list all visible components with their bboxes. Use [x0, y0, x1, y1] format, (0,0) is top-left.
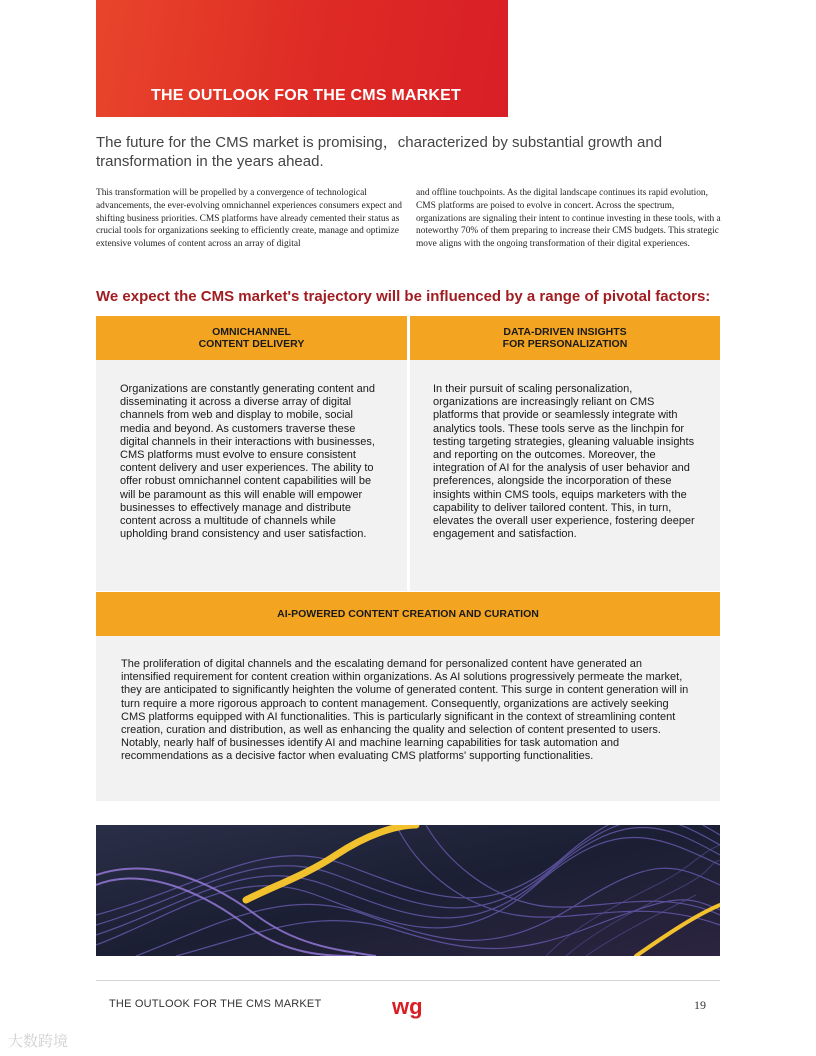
- intro-column-1: This transformation will be propelled by a convergence of technological advancements, the ever-evolving omnichannel experiences consumers expect and shifting business priorities. CMS platforms have already cemented their status as crucial tools for organizations seeking to efficiently create, manage and optimize extensive volumes of content across an array of digital: [96, 188, 402, 250]
- intro-column-2: and offline touchpoints. As the digital landscape continues its rapid evolution, CMS platforms are poised to evolve in concert. Across the spectrum, organizations are signaling their intent to continue investing in these tools, with a noteworthy 70% of them preparing to increase their CMS budgets. This strategic move aligns with the ongoing transformation of their digital experiences.: [416, 188, 721, 250]
- page-number: 19: [694, 998, 706, 1012]
- data-driven-title-line2: FOR PERSONALIZATION: [502, 338, 628, 350]
- ai-powered-card-body: The proliferation of digital channels and the escalating demand for personalized content have generated an intensified requirement for content creation within organizations. As AI solutions progressively permeate the market, they are anticipated to significantly heighten the volume of generated content. This surge in content generation will in turn require a more rigorous approach to content management. Consequently, organizations are actively seeking CMS platforms equipped with AI functionalities. This is particularly significant in the context of streamlining content creation, curation and distribution, as well as enhancing the quality and selection of content presented to users. Notably, nearly half of businesses identify AI and machine learning capabilities for task automation and recommendations as a decisive factor when evaluating CMS platforms' supporting functionalities.: [121, 658, 689, 763]
- footer-title: THE OUTLOOK FOR THE CMS MARKET: [109, 998, 322, 1010]
- ai-powered-card: [96, 592, 720, 801]
- omnichannel-title-line1: OMNICHANNEL: [212, 325, 291, 338]
- omnichannel-card: [96, 316, 407, 591]
- factors-heading: We expect the CMS market's trajectory will be influenced by a range of pivotal factors:: [96, 288, 711, 305]
- omnichannel-card-header: [96, 316, 407, 360]
- intro-columns: [96, 187, 722, 251]
- wg-logo: [390, 994, 426, 1028]
- footer-divider: [96, 980, 720, 981]
- watermark: 大数跨境: [8, 1032, 69, 1050]
- wg-logo-text: wg: [392, 994, 423, 1019]
- lead-paragraph: The future for the CMS market is promising，characterized by substantial growth and transformation in the years ahead.: [96, 134, 663, 170]
- abstract-wave-image: [96, 825, 720, 956]
- data-driven-card: [410, 316, 720, 591]
- data-driven-card-body: In their pursuit of scaling personalization, organizations are increasingly reliant on CMS platforms that provide or seamlessly integrate with analytics tools. These tools serve as the linchpin for testing targeting strategies, gleaning valuable insights and reporting on the outcomes. Moreover, the integration of AI for the analysis of user behavior and preferences, alongside the incorporation of these insights within CMS tools, equips marketers with the capability to deliver tailored content. This, in turn, elevates the overall user experience, fostering deeper engagement and satisfaction.: [433, 383, 695, 541]
- ai-powered-card-header: [96, 592, 720, 636]
- data-driven-card-header: [410, 316, 720, 360]
- page-title: THE OUTLOOK FOR THE CMS MARKET: [151, 87, 461, 104]
- ai-powered-title: AI-POWERED CONTENT CREATION AND CURATION: [277, 607, 539, 620]
- data-driven-title-line1: DATA-DRIVEN INSIGHTS: [503, 325, 627, 338]
- omnichannel-card-body: Organizations are constantly generating content and disseminating it across a diverse array of digital channels from web and display to mobile, social media and beyond. As customers traverse these digital channels in their interactions with businesses, CMS platforms must evolve to ensure consistent content delivery and user experiences. The ability to offer robust omnichannel content capabilities will be will be paramount as this will enable will empower businesses to effectively manage and distribute content across a multitude of channels while upholding brand consistency and user satisfaction.: [120, 383, 375, 541]
- omnichannel-title-line2: CONTENT DELIVERY: [198, 338, 305, 350]
- hero-banner: [96, 0, 508, 117]
